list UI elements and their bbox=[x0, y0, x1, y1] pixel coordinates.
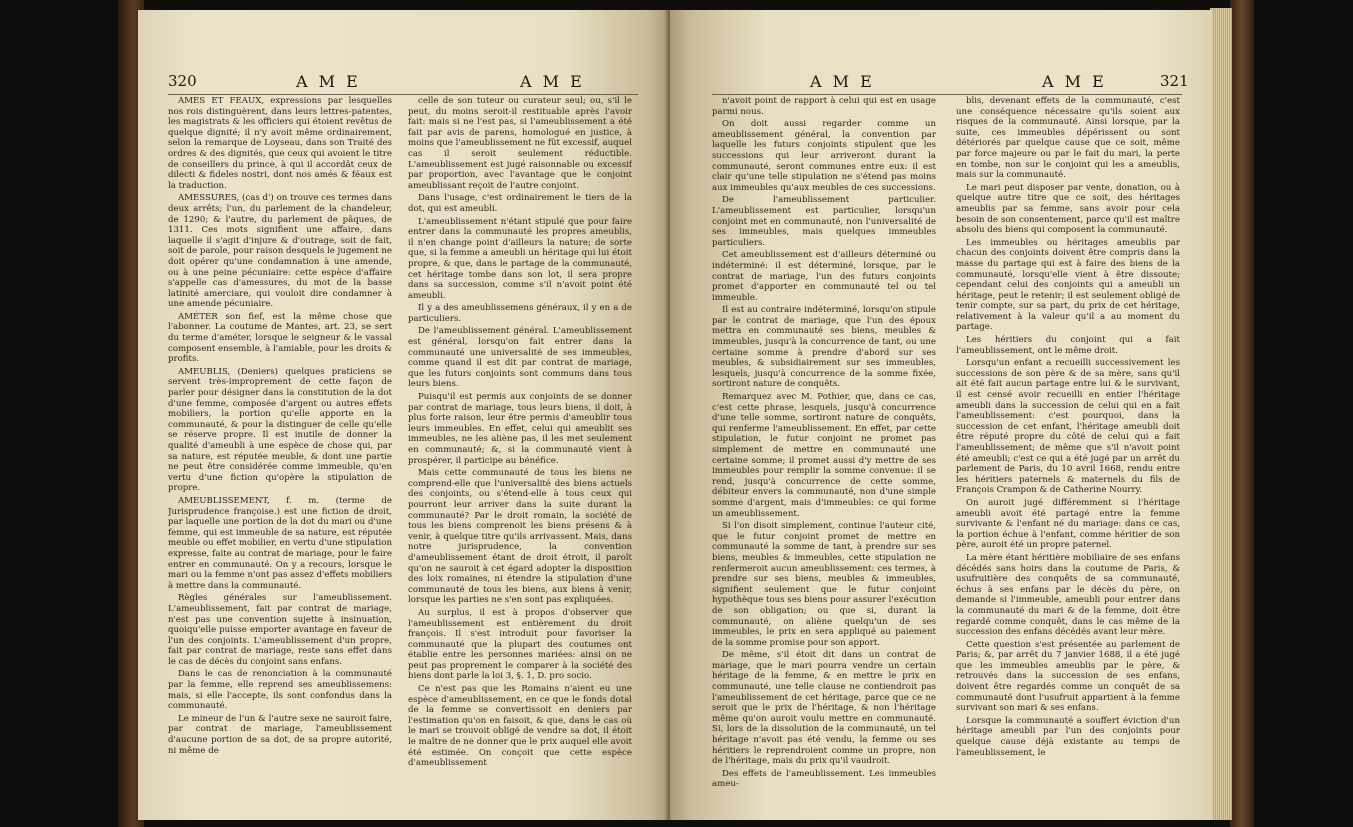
paragraph: Ce n'est pas que les Romains n'aient eu une espèce d'ameublissement, en ce que le fonds dotal de la femme se convertissoit en deniers par l'estimation qu'on en faisoit, & que, dans le cas où le mari se trouvoit obligé de vendre sa dot, il étoit le maître de ne donner que le prix auquel elle avoit été estimée. On conçoit que cette espèce d'ameublissement bbox=[408, 684, 632, 769]
paragraph: Il y a des ameublissemens généraux, il y en a de particuliers. bbox=[408, 303, 632, 324]
paragraph: L'ameublissement n'étant stipulé que pour faire entrer dans la communauté les propres ameublis, il n'en change point d'ailleurs la nature; de sorte que, si la femme a ameubli un héritage qui lui étoit propre, & que, dans le partage de la communauté, cet héritage tombe dans son lot, il sera propre dans sa succession, comme s'il n'avoit point été ameubli. bbox=[408, 216, 632, 301]
paragraph: De même, s'il étoit dit dans un contrat de mariage, que le mari pourra vendre un certain héritage de la femme, & en mettre le prix en communauté, une telle clause ne contiendroit pas l'ameublissement de cet héritage, parce que ce ne seroit que le prix de l'héritage, & non l'héritage même qu'on auroit voulu mettre en communauté. Si, lors de la dissolution de la communauté, un tel héritage n'avoit pas été vendu, la femme ou ses héritiers le reprendroient comme un propre, non de l'héritage, mais du prix qu'il vaudroit. bbox=[712, 650, 936, 767]
header-word-left-1: A M E bbox=[296, 72, 361, 91]
page-number-right: 321 bbox=[1160, 72, 1189, 90]
paragraph: Cet ameublissement est d'ailleurs déterminé ou indéterminé: il est déterminé, lorsque, par le contrat de mariage, l'un des futurs conjoints promet d'apporter en communauté tel ou tel immeuble. bbox=[712, 250, 936, 303]
paragraph: La mère étant héritière mobiliaire de ses enfans décédés sans hoirs dans la coutume de Paris, & usufruitière des conquêts de sa communauté, échus à ses enfans par le décès du père, on demande si l'immeuble, ameubli pour entrer dans la communauté du mari & de la femme, doit être regardé comme conquêt, dans le cas même de la succession des enfans décédés avant leur mère. bbox=[956, 552, 1180, 638]
paragraph: On doit aussi regarder comme un ameublissement général, la convention par laquelle les futurs conjoints stipulent que les successions qui leur arriveront durant la communauté, seront communes entre eux: il est clair qu'une telle stipulation ne s'étend pas moins aux immeubles qu'aux meubles de ces successions. bbox=[712, 119, 936, 193]
paragraph: AMEUBLISSEMENT, f. m. (terme de Jurisprudence françoise.) est une fiction de droit, par laquelle une portion de la dot du mari ou d'une femme, qui est immeuble de sa nature, est réputée meuble ou effet mobilier, en vertu d'une stipulation expresse, faite au contrat de mariage, pour le faire entrer en communauté. On y a recours, lorsque le mari ou la femme n'ont pas assez d'effets mobiliers à mettre dans la communauté. bbox=[168, 495, 392, 591]
paragraph: Règles générales sur l'ameublissement. L'ameublissement, fait par contrat de mariage, n'est pas une convention sujette à insinuation, quoiqu'elle puisse emporter avantage en faveur de l'un des conjoints. L'ameublissement d'un propre, fait par contrat de mariage, reste sans effet dans le cas de décès du conjoint sans enfans. bbox=[168, 593, 392, 667]
column-2 bbox=[408, 96, 632, 816]
paragraph: Le mineur de l'un & l'autre sexe ne sauroit faire, par contrat de mariage, l'ameublissement d'aucune portion de sa dot, de sa propre autorité, ni même de bbox=[168, 713, 392, 756]
column-1 bbox=[168, 96, 392, 816]
right-cover-edge bbox=[1230, 0, 1254, 827]
left-page bbox=[138, 10, 670, 820]
paragraph: Lorsqu'un enfant a recueilli successivement les successions de son père & de sa mère, sans qu'il ait été fait aucun partage entre lui & le survivant, il est censé avoir recueilli en entier l'héritage ameubli dans la succession de celui qui en a fait l'ameublissement: c'est pourquoi, dans la succession de cet enfant, l'héritage ameubli doit être réputé propre du côté de celui qui a fait l'ameublissement; de même que s'il n'avoit point été ameubli; c'est ce qui a été jugé par un arrêt du parlement de Paris, du 10 avril 1668, rendu entre les héritiers paternels & maternels du fils de François Crampon & de Catherine Nourry. bbox=[956, 358, 1180, 496]
paragraph: Lorsque la communauté a souffert éviction d'un héritage ameubli par l'un des conjoints pour quelque cause déjà existante au temps de l'ameublissement, le bbox=[956, 715, 1180, 758]
paragraph: AMEUBLIS, (Deniers) quelques praticiens se servent très-improprement de cette façon de parler pour désigner dans la constitution de la dot d'une femme, composée d'argent ou autres effets mobiliers, la portion qu'elle apporte en la communauté, & pour la distinguer de celle qu'elle se réserve propre. Il est inutile de donner la qualité d'ameubli à une espèce de chose qui, par sa nature, est réputée meuble, & dont une partie ne peut être considérée comme immeuble, qu'en vertu d'une fiction qu'opère la stipulation de propre. bbox=[168, 366, 392, 494]
paragraph: Dans le cas de renonciation à la communauté par la femme, elle reprend ses ameublissemens: mais, si elle l'accepte, ils sont confondus dans la communauté. bbox=[168, 669, 392, 712]
paragraph: Cette question s'est présentée au parlement de Paris; &, par arrêt du 7 janvier 1688, il a été jugé que les immeubles ameublis par le père, & retrouvés dans la succession de ses enfans, doivent être regardés comme un conquêt de sa communauté dont l'usufruit appartient à la femme survivant son mari & ses enfans. bbox=[956, 639, 1180, 714]
header-rule-left bbox=[168, 94, 638, 95]
paragraph: Le mari peut disposer par vente, donation, ou à quelque autre titre que ce soit, des héritages ameublis par sa femme, sans avoir pour cela besoin de son consentement, parce qu'il est maître absolu des biens qui composent la communauté. bbox=[956, 182, 1180, 236]
paragraph: On auroit jugé différemment si l'héritage ameubli avoit été partagé entre la femme survivante & l'enfant né du mariage: dans ce cas, la portion échue à l'enfant, comme héritier de son père, auroit été un propre paternel. bbox=[956, 497, 1180, 551]
paragraph: Les immeubles ou héritages ameublis par chacun des conjoints doivent être compris dans la masse du partage qui est à faire des biens de la communauté, lorsqu'elle vient à être dissoute; cependant celui des conjoints qui a ameubli un héritage, peut le retenir; il est seulement obligé de tenir compte, sur sa part, du prix de cet héritage, relativement à la valeur qu'il a au moment du partage. bbox=[956, 237, 1180, 333]
header-word-right-2: A M E bbox=[1042, 72, 1107, 91]
paragraph: AMESSURES, (cas d') on trouve ces termes dans deux arrêts; l'un, du parlement de la chandeleur, de 1290; & l'autre, du parlement de pâques, de 1311. Ces mots signifient une affaire, dans laquelle il s'agit d'injure & d'outrage, soit de fait, soit de parole, pour raison desquels le jugement ne doit opérer qu'une condamnation à une amende, ou à une peine pécuniaire: cette espèce d'affaire s'appelle cas d'amessures, du mot de la basse latinité amerciare, qui vouloit dire condamner à une amende pécuniaire. bbox=[168, 193, 392, 310]
paragraph: blis, devenant effets de la communauté, c'est une conséquence nécessaire qu'ils soient aux risques de la communauté. Ainsi lorsque, par la suite, ces immeubles dépérissent ou sont détériorés par quelque cause que ce soit, même par force majeure ou par le fait du mari, la perte en tombe, non sur le conjoint qui les a ameublis, mais sur la communauté. bbox=[956, 96, 1180, 181]
left-running-head bbox=[168, 72, 648, 94]
paragraph: celle de son tuteur ou curateur seul; ou, s'il le peut, du moins seroit-il restituable après l'avoir fait: mais si ne l'est pas, si l'ameublissement a été fait par avis de parens, homologué en justice, à moins que l'ameublissement ne fût excessif, auquel cas il seroit seulement réductible. L'ameublissement est jugé raisonnable ou excessif par proportion, avec l'avantage que le conjoint ameublissant reçoit de l'autre conjoint. bbox=[408, 96, 632, 191]
paragraph: De l'ameublissement particulier. L'ameublissement est particulier, lorsqu'un conjoint met en communauté, non l'universalité de ses immeubles, mais quelques immeubles particuliers. bbox=[712, 195, 936, 248]
header-word-left-2: A M E bbox=[520, 72, 585, 91]
paragraph: Des effets de l'ameublissement. Les immeubles ameu- bbox=[712, 768, 936, 790]
paragraph: Si l'on disoit simplement, continue l'auteur cité, que le futur conjoint promet de mettre en communauté la somme de tant, à prendre sur ses biens, meubles & immeubles, cette stipulation ne renfermeroit aucun ameublissement: ces termes, à prendre sur ses biens, meubles & immeubles, signifient seulement que le futur conjoint hypothèque tous ses biens pour assurer l'exécution de son obligation; ou que si, durant la communauté, on aliène quelqu'un de ses immeubles, le prix en sera appliqué au paiement de la somme promise pour son apport. bbox=[712, 521, 936, 648]
paragraph: n'avoit point de rapport à celui qui est en usage parmi nous. bbox=[712, 96, 936, 117]
paragraph: Il est au contraire indéterminé, lorsqu'on stipule par le contrat de mariage, que l'un des époux mettra en communauté ses biens, meubles & immeubles, jusqu'à la concurrence de tant, ou une certaine somme à prendre d'abord sur ses meubles, & subsidiairement sur ses immeubles, lesquels, jusqu'à concurrence de la somme fixée, sortiront nature de conquêts. bbox=[712, 305, 936, 390]
paragraph: Mais cette communauté de tous les biens ne comprend-elle que l'universalité des biens actuels des conjoints, ou s'étend-elle à tous ceux qui pourront leur arriver dans la suite durant la communauté? Par le droit romain, la société de tous les biens comprenoit les biens présens & à venir, à quelque titre qu'ils arrivassent. Mais, dans notre jurisprudence, la convention d'ameublissement étant de droit étroit, il paroît qu'on ne sauroit à cet égard adopter la disposition des loix romaines, ni étendre la stipulation d'une communauté de tous les biens, aux biens à venir, lorsque les parties ne s'en sont pas expliquées. bbox=[408, 468, 632, 606]
right-page bbox=[670, 10, 1212, 820]
column-3 bbox=[712, 96, 936, 816]
paragraph: AMÉS ET FÉAUX, expressions par lesquelles nos rois distinguèrent, dans leurs lettres-patentes, les magistrats & les officiers qui étoient revêtus de quelque dignité; il n'y avoit même ordinairement, selon la remarque de Loyseau, dans son Traité des ordres & des dignités, que ceux qui avoient le titre de conseillers du prince, à qui il accordât ceux de dilecti & fideles nostri, dont nos amés & féaux est la traduction. bbox=[168, 96, 392, 191]
paragraph: Remarquez avec M. Pothier, que, dans ce cas, c'est cette phrase, lesquels, jusqu'à concurrence d'une telle somme, sortiront nature de conquêts, qui renferme l'ameublissement. En effet, par cette stipulation, le futur conjoint ne promet pas simplement de mettre en communauté une certaine somme; il promet aussi d'y mettre de ses immeubles pour remplir la somme convenue: il se rend, jusqu'à concurrence de cette somme, débiteur envers la communauté, non d'une simple somme d'argent, mais d'immeubles: ce qui forme un ameublissement. bbox=[712, 392, 936, 519]
paragraph: Au surplus, il est à propos d'observer que l'ameublissement est entièrement du droit françois. Il s'est introduit pour favoriser la communauté que la plupart des coutumes ont établie entre les personnes mariées: ainsi on ne peut pas proprement le comparer à la société des biens dont parle la loi 3, §. 1, D. pro socio. bbox=[408, 607, 632, 682]
right-running-head bbox=[710, 72, 1190, 94]
column-4 bbox=[956, 96, 1180, 816]
header-word-right-1: A M E bbox=[810, 72, 875, 91]
page-edges bbox=[1210, 8, 1232, 820]
header-rule-right bbox=[712, 94, 1182, 95]
paragraph: AMÉTER son fief, est la même chose que l'abonner. La coutume de Mantes, art. 23, se sert du terme d'améter, lorsque le seigneur & le vassal composent ensemble, à l'amiable, pour les droits & profits. bbox=[168, 311, 392, 365]
paragraph: De l'ameublissement général. L'ameublissement est général, lorsqu'on fait entrer dans la communauté une universalité de ses immeubles, comme quand il est dit par contrat de mariage, que les futurs conjoints sont communs dans tous leurs biens. bbox=[408, 326, 632, 390]
paragraph: Les héritiers du conjoint qui a fait l'ameublissement, ont le même droit. bbox=[956, 335, 1180, 356]
page-number-left: 320 bbox=[168, 72, 197, 90]
paragraph: Puisqu'il est permis aux conjoints de se donner par contrat de mariage, tous leurs biens, il doit, à plus forte raison, leur être permis d'ameublir tous leurs immeubles. En effet, celui qui ameublit ses immeubles, ne les aliène pas, il les met seulement en communauté; &, si la communauté vient à prospérer, il participe au bénéfice. bbox=[408, 392, 632, 466]
paragraph: Dans l'usage, c'est ordinairement le tiers de la dot, qui est ameubli. bbox=[408, 193, 632, 214]
